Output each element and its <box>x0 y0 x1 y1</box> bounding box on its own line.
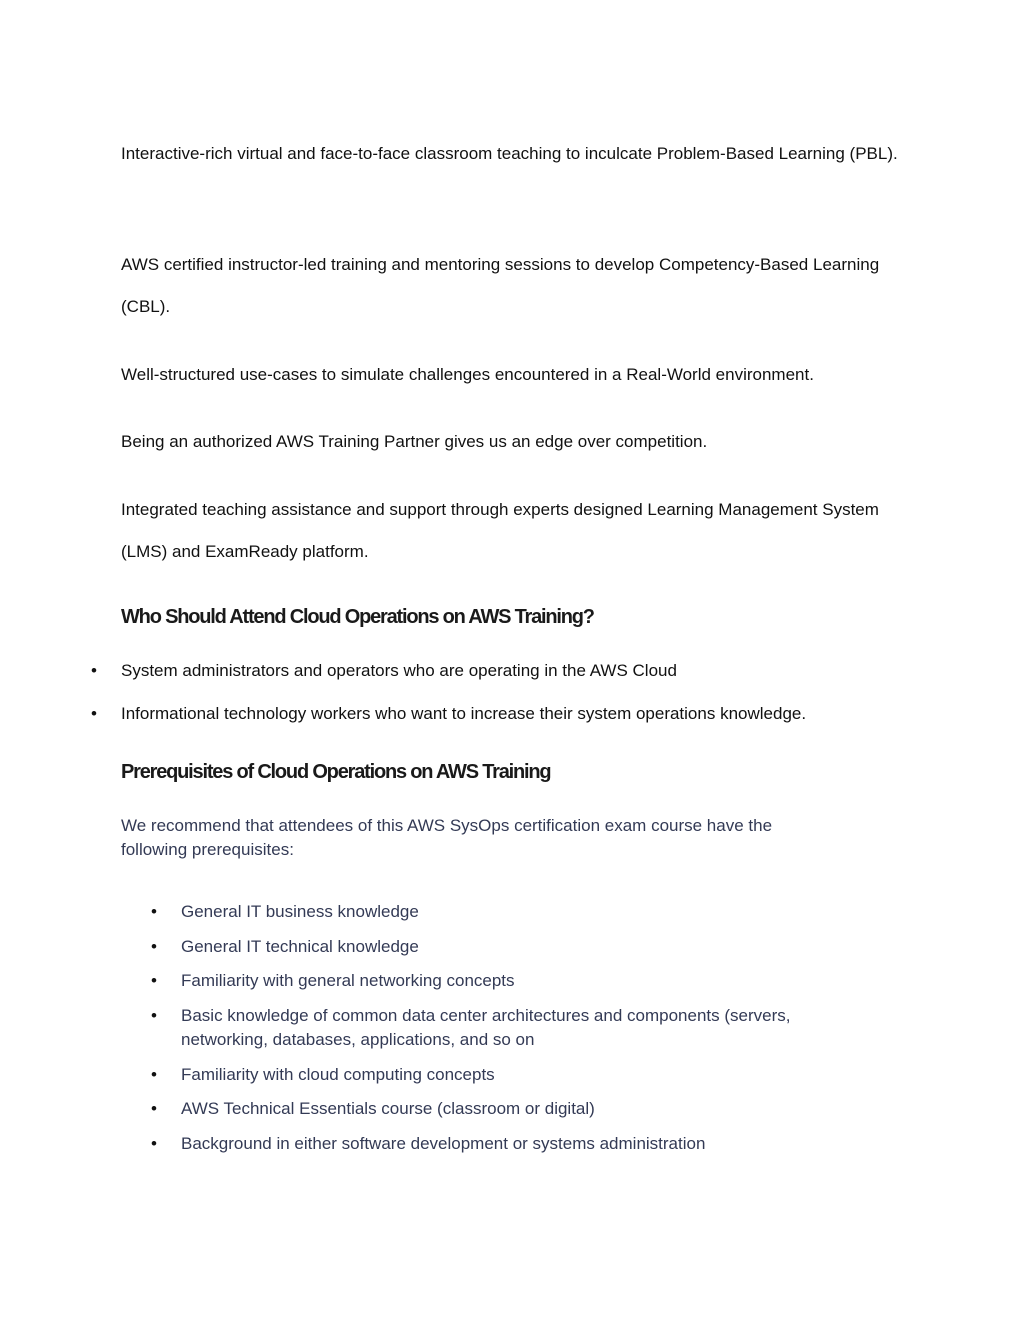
list-item-text: General IT technical knowledge <box>181 937 419 956</box>
paragraph-use-cases: Well-structured use-cases to simulate challenges encountered in a Real-World environment. <box>121 365 814 384</box>
paragraph-pbl: Interactive-rich virtual and face-to-face classroom teaching to inculcate Problem-Based Learning (PBL). <box>121 144 898 163</box>
prerequisites-intro: We recommend that attendees of this AWS SysOps certification exam course have the following prerequisites: <box>121 816 773 859</box>
bullet-icon: • <box>91 661 97 680</box>
bullet-icon: • <box>151 937 157 956</box>
bullet-icon: • <box>151 1099 157 1118</box>
list-item-text: General IT business knowledge <box>181 902 419 921</box>
list-item-text: Familiarity with general networking concepts <box>181 971 515 990</box>
paragraph-aws-partner: Being an authorized AWS Training Partner gives us an edge over competition. <box>121 432 708 451</box>
list-item-text: AWS Technical Essentials course (classroom or digital) <box>181 1099 595 1118</box>
bullet-icon: • <box>151 971 157 990</box>
list-item-text: Basic knowledge of common data center architectures and components (servers, networking, databases, applications, and so on <box>181 1006 791 1049</box>
bullet-icon: • <box>91 704 97 723</box>
prerequisites-heading: Prerequisites of Cloud Operations on AWS Training <box>121 761 551 783</box>
paragraph-lms: Integrated teaching assistance and support through experts designed Learning Management System (LMS) and ExamReady platform. <box>121 500 879 561</box>
bullet-icon: • <box>151 902 157 921</box>
bullet-icon: • <box>151 1065 157 1084</box>
paragraph-cbl: AWS certified instructor-led training and mentoring sessions to develop Competency-Based Learning (CBL). <box>121 255 880 316</box>
list-item-text: Background in either software development or systems administration <box>181 1134 706 1153</box>
bullet-icon: • <box>151 1134 157 1153</box>
who-should-attend-heading: Who Should Attend Cloud Operations on AWS Training? <box>121 606 594 628</box>
bullet-icon: • <box>151 1006 157 1025</box>
list-item-text: Informational technology workers who want to increase their system operations knowledge. <box>121 704 807 723</box>
list-item-text: Familiarity with cloud computing concepts <box>181 1065 495 1084</box>
list-item-text: System administrators and operators who are operating in the AWS Cloud <box>121 661 677 680</box>
